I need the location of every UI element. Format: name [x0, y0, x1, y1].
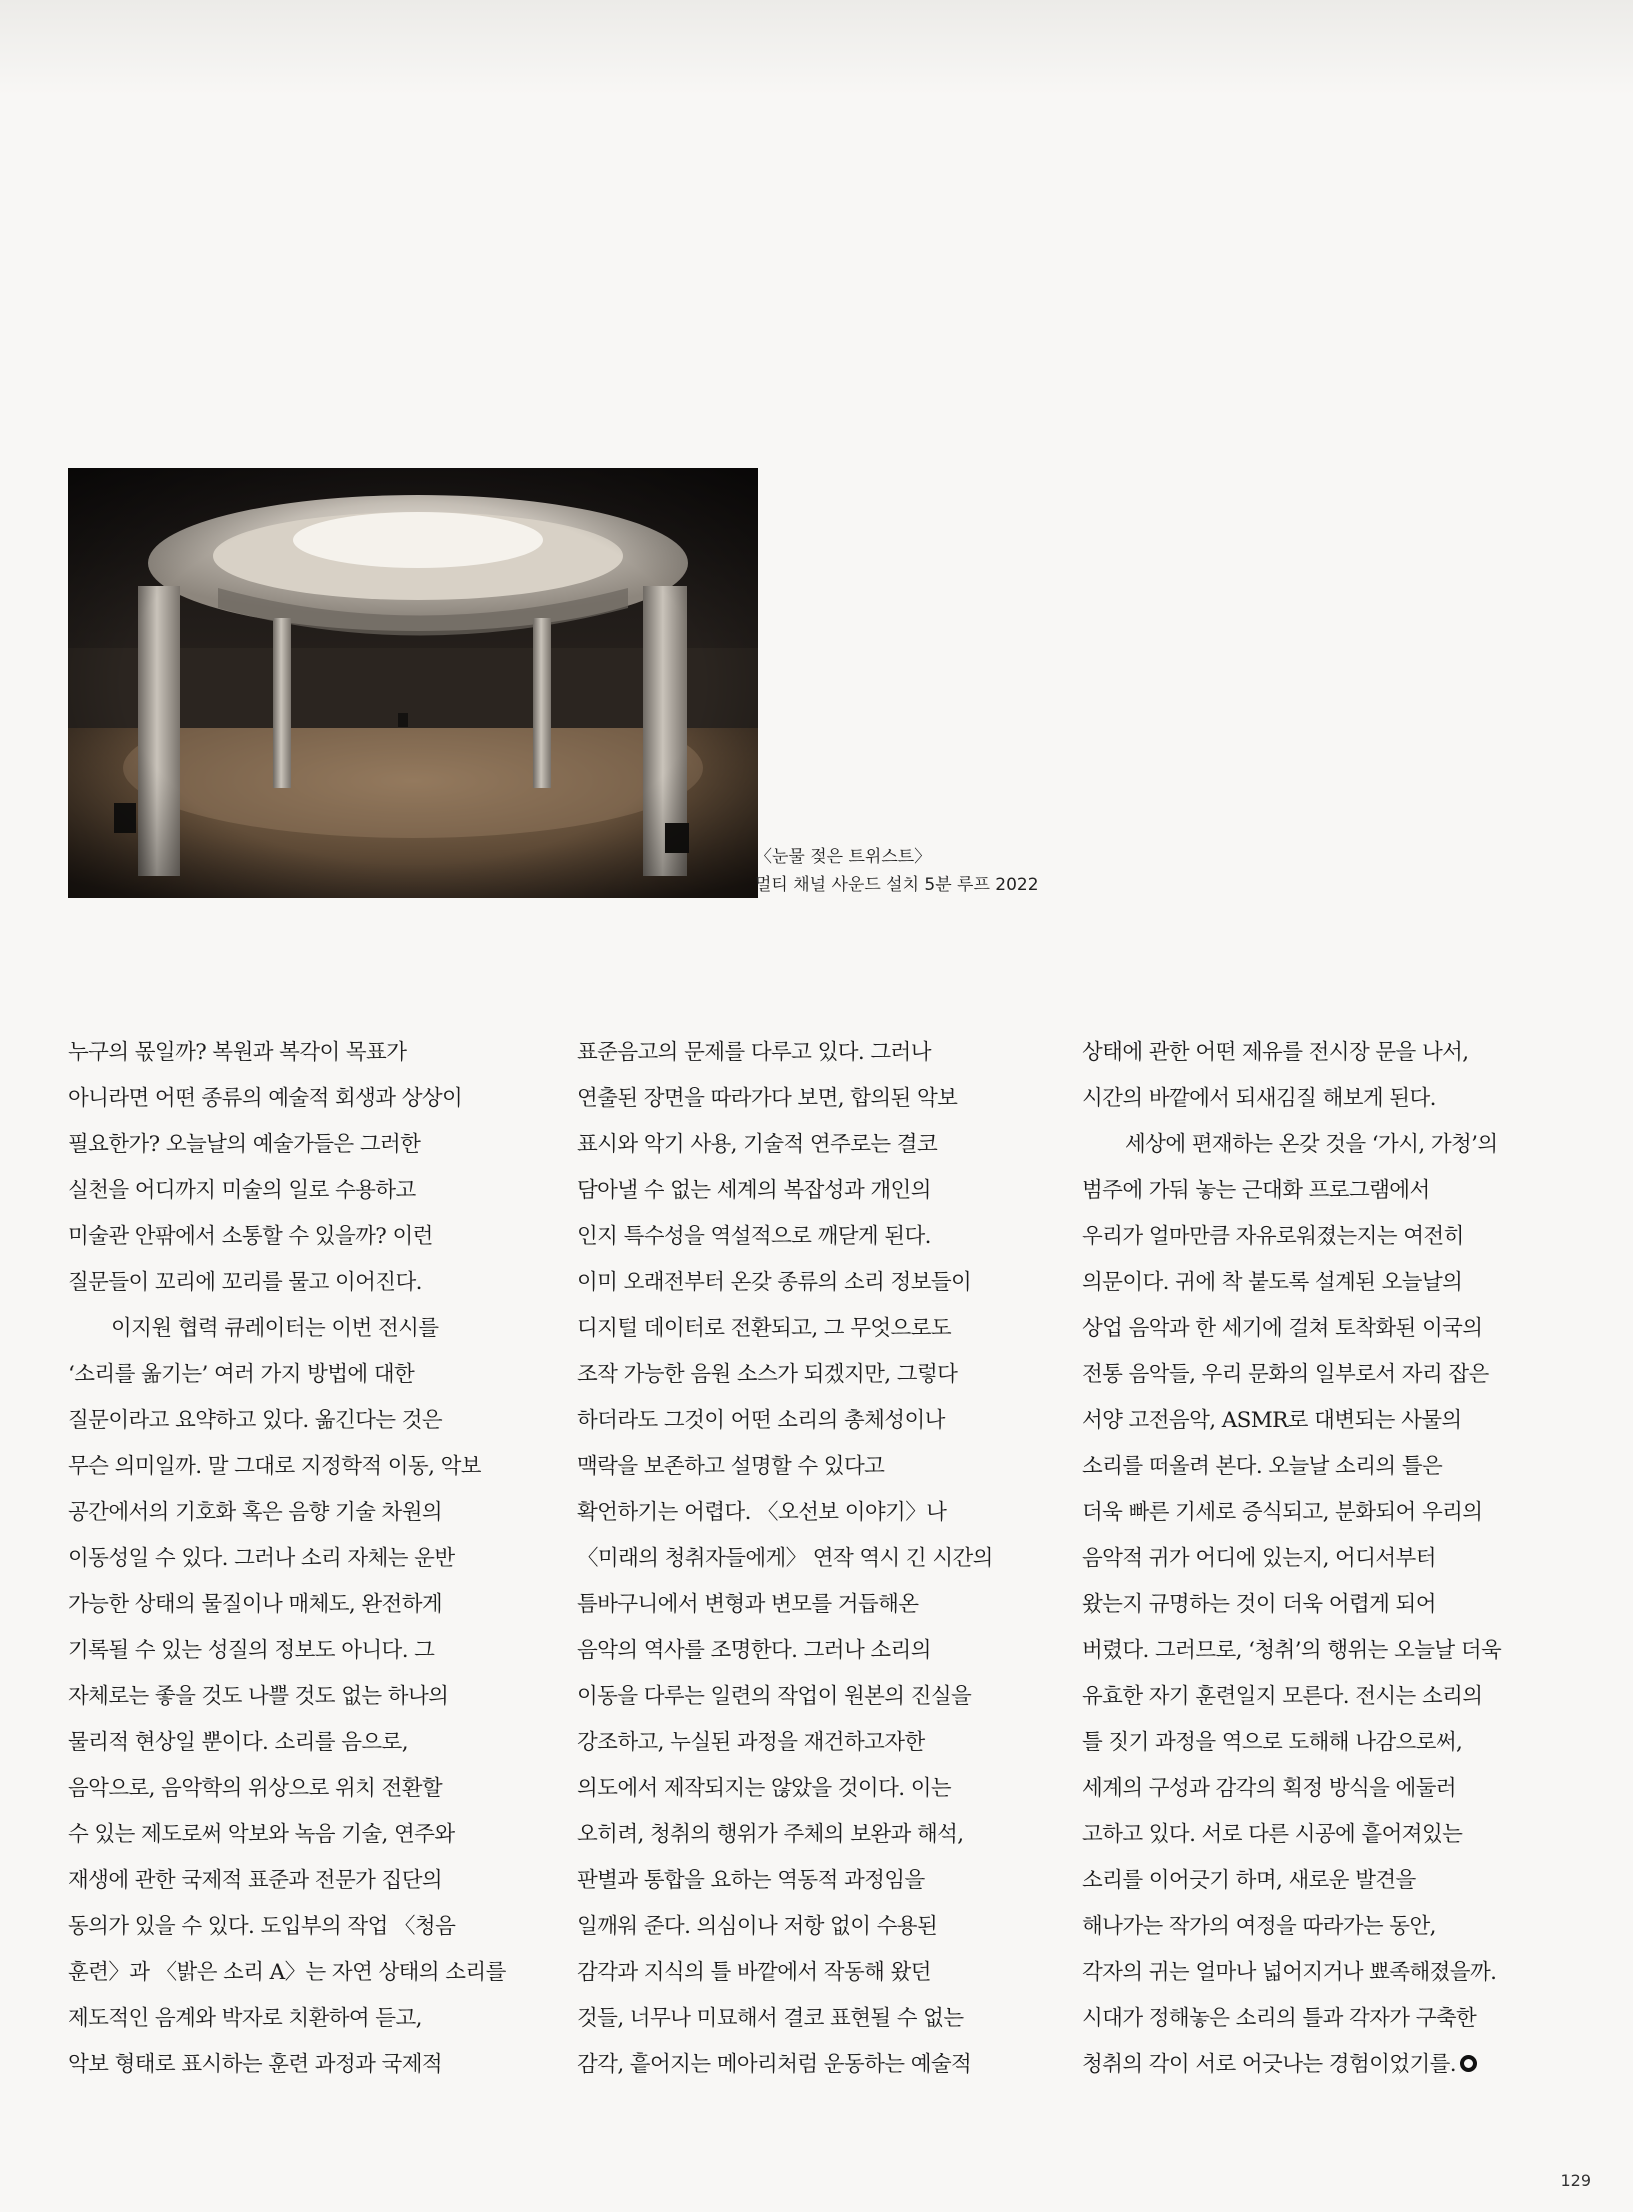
- text-line: 〈미래의 청취자들에게〉 연작 역시 긴 시간의: [577, 1546, 993, 1571]
- page-top-shade: [0, 0, 1633, 95]
- text-line: 디지털 데이터로 전환되고, 그 무엇으로도: [577, 1316, 952, 1341]
- text-line: 악보 형태로 표시하는 훈련 과정과 국제적: [68, 2052, 443, 2077]
- text-line: 담아낼 수 없는 세계의 복잡성과 개인의: [577, 1178, 931, 1203]
- text-line: 확언하기는 어렵다. 〈오선보 이야기〉나: [577, 1500, 947, 1525]
- text-line: 누구의 몫일까? 복원과 복각이 목표가: [68, 1040, 407, 1065]
- text-column-1: [68, 1030, 573, 2088]
- text-line: 재생에 관한 국제적 표준과 전문가 집단의: [68, 1868, 443, 1893]
- text-line: 질문이라고 요약하고 있다. 옮긴다는 것은: [68, 1408, 443, 1433]
- text-line: 틈바구니에서 변형과 변모를 거듭해온: [577, 1592, 919, 1617]
- text-line: 실천을 어디까지 미술의 일로 수용하고: [68, 1178, 416, 1203]
- text-line: 오히려, 청취의 행위가 주체의 보완과 해석,: [577, 1822, 964, 1847]
- text-line: 기록될 수 있는 성질의 정보도 아니다. 그: [68, 1638, 435, 1663]
- text-line: 서양 고전음악, ASMR로 대변되는 사물의: [1082, 1408, 1462, 1433]
- text-line: 세계의 구성과 감각의 획정 방식을 에둘러: [1082, 1776, 1457, 1801]
- text-line: 범주에 가둬 놓는 근대화 프로그램에서: [1082, 1178, 1430, 1203]
- exhibition-photo: [68, 468, 758, 898]
- text-line: 각자의 귀는 얼마나 넓어지거나 뾰족해졌을까.: [1082, 1960, 1497, 1985]
- text-line: 음악의 역사를 조명한다. 그러나 소리의: [577, 1638, 931, 1663]
- text-line: 더욱 빠른 기세로 증식되고, 분화되어 우리의: [1082, 1500, 1483, 1525]
- text-line: 필요한가? 오늘날의 예술가들은 그러한: [68, 1132, 421, 1157]
- text-line: 공간에서의 기호화 혹은 음향 기술 차원의: [68, 1500, 443, 1525]
- text-line: 인지 특수성을 역설적으로 깨닫게 된다.: [577, 1224, 931, 1249]
- text-line: 유효한 자기 훈련일지 모른다. 전시는 소리의: [1082, 1684, 1483, 1709]
- text-line: 고하고 있다. 서로 다른 시공에 흩어져있는: [1082, 1822, 1463, 1847]
- text-line: 전통 음악들, 우리 문화의 일부로서 자리 잡은: [1082, 1362, 1489, 1387]
- photo-caption: [755, 843, 1039, 899]
- text-line: 것들, 너무나 미묘해서 결코 표현될 수 없는: [577, 2006, 964, 2031]
- text-column-3: [1082, 1030, 1587, 2088]
- text-line: 의문이다. 귀에 착 붙도록 설계된 오늘날의: [1082, 1270, 1463, 1295]
- text-line: 틀 짓기 과정을 역으로 도해해 나감으로써,: [1082, 1730, 1463, 1755]
- caption-detail: 멀티 채널 사운드 설치 5분 루프 2022: [755, 875, 1039, 895]
- text-line: 표준음고의 문제를 다루고 있다. 그러나: [577, 1040, 931, 1065]
- text-line: 물리적 현상일 뿐이다. 소리를 음으로,: [68, 1730, 408, 1755]
- text-line: 소리를 이어긋기 하며, 새로운 발견을: [1082, 1868, 1416, 1893]
- text-line-last: [1082, 2042, 1587, 2088]
- page-number: 129: [1560, 2171, 1591, 2190]
- text-line: 소리를 떠올려 본다. 오늘날 소리의 틀은: [1082, 1454, 1443, 1479]
- end-of-article-circle-icon: [1460, 2055, 1477, 2072]
- text-line: 음악으로, 음악학의 위상으로 위치 전환할: [68, 1776, 443, 1801]
- text-line: 이동을 다루는 일련의 작업이 원본의 진실을: [577, 1684, 972, 1709]
- text-line: 미술관 안팎에서 소통할 수 있을까? 이런: [68, 1224, 433, 1249]
- text-line: 상업 음악과 한 세기에 걸쳐 토착화된 이국의: [1082, 1316, 1483, 1341]
- text-line: 왔는지 규명하는 것이 더욱 어렵게 되어: [1082, 1592, 1436, 1617]
- text-line: 음악적 귀가 어디에 있는지, 어디서부터: [1082, 1546, 1436, 1571]
- text-line: 이동성일 수 있다. 그러나 소리 자체는 운반: [68, 1546, 455, 1571]
- text-line: 판별과 통합을 요하는 역동적 과정임을: [577, 1868, 925, 1893]
- text-line: 무슨 의미일까. 말 그대로 지정학적 이동, 악보: [68, 1454, 481, 1479]
- text-line: 연출된 장면을 따라가다 보면, 합의된 악보: [577, 1086, 958, 1111]
- text-line: 아니라면 어떤 종류의 예술적 회생과 상상이: [68, 1086, 463, 1111]
- text-line: 이미 오래전부터 온갖 종류의 소리 정보들이: [577, 1270, 972, 1295]
- text-column-2: [577, 1030, 1082, 2088]
- text-line: 이지원 협력 큐레이터는 이번 전시를: [111, 1316, 439, 1341]
- text-line: 상태에 관한 어떤 제유를 전시장 문을 나서,: [1082, 1040, 1469, 1065]
- text-line: 가능한 상태의 물질이나 매체도, 완전하게: [68, 1592, 443, 1617]
- text-line: 버렸다. 그러므로, ‘청취’의 행위는 오늘날 더욱: [1082, 1638, 1502, 1663]
- text-line: 의도에서 제작되지는 않았을 것이다. 이는: [577, 1776, 952, 1801]
- text-line: 표시와 악기 사용, 기술적 연주로는 결코: [577, 1132, 938, 1157]
- text-line: 해나가는 작가의 여정을 따라가는 동안,: [1082, 1914, 1436, 1939]
- text-line: 감각, 흩어지는 메아리처럼 운동하는 예술적: [577, 2052, 972, 2077]
- text-line: 맥락을 보존하고 설명할 수 있다고: [577, 1454, 885, 1479]
- text-line: 시대가 정해놓은 소리의 틀과 각자가 구축한: [1082, 2006, 1477, 2031]
- text-line: 우리가 얼마만큼 자유로워졌는지는 여전히: [1082, 1224, 1464, 1249]
- text-line: ‘소리를 옮기는’ 여러 가지 방법에 대한: [68, 1362, 415, 1387]
- text-line: 질문들이 꼬리에 꼬리를 물고 이어진다.: [68, 1270, 422, 1295]
- caption-title: 〈눈물 젖은 트위스트〉: [755, 847, 932, 867]
- text-line: 동의가 있을 수 있다. 도입부의 작업 〈청음: [68, 1914, 456, 1939]
- text-line: 감각과 지식의 틀 바깥에서 작동해 왔던: [577, 1960, 931, 1985]
- text-line: 훈련〉과 〈밝은 소리 A〉는 자연 상태의 소리를: [68, 1960, 506, 1985]
- text-line: 수 있는 제도로써 악보와 녹음 기술, 연주와: [68, 1822, 455, 1847]
- text-line: 강조하고, 누실된 과정을 재건하고자한: [577, 1730, 925, 1755]
- text-line: 자체로는 좋을 것도 나쁠 것도 없는 하나의: [68, 1684, 449, 1709]
- text-line: 제도적인 음계와 박자로 치환하여 듣고,: [68, 2006, 422, 2031]
- text-line-last-content: 청취의 각이 서로 어긋나는 경험이었기를.: [1082, 2052, 1457, 2077]
- text-line: 일깨워 준다. 의심이나 저항 없이 수용된: [577, 1914, 938, 1939]
- text-line: 세상에 편재하는 온갖 것을 ‘가시, 가청’의: [1125, 1132, 1498, 1157]
- text-line: 시간의 바깥에서 되새김질 해보게 된다.: [1082, 1086, 1436, 1111]
- text-line: 하더라도 그것이 어떤 소리의 총체성이나: [577, 1408, 945, 1433]
- text-line: 조작 가능한 음원 소스가 되겠지만, 그렇다: [577, 1362, 958, 1387]
